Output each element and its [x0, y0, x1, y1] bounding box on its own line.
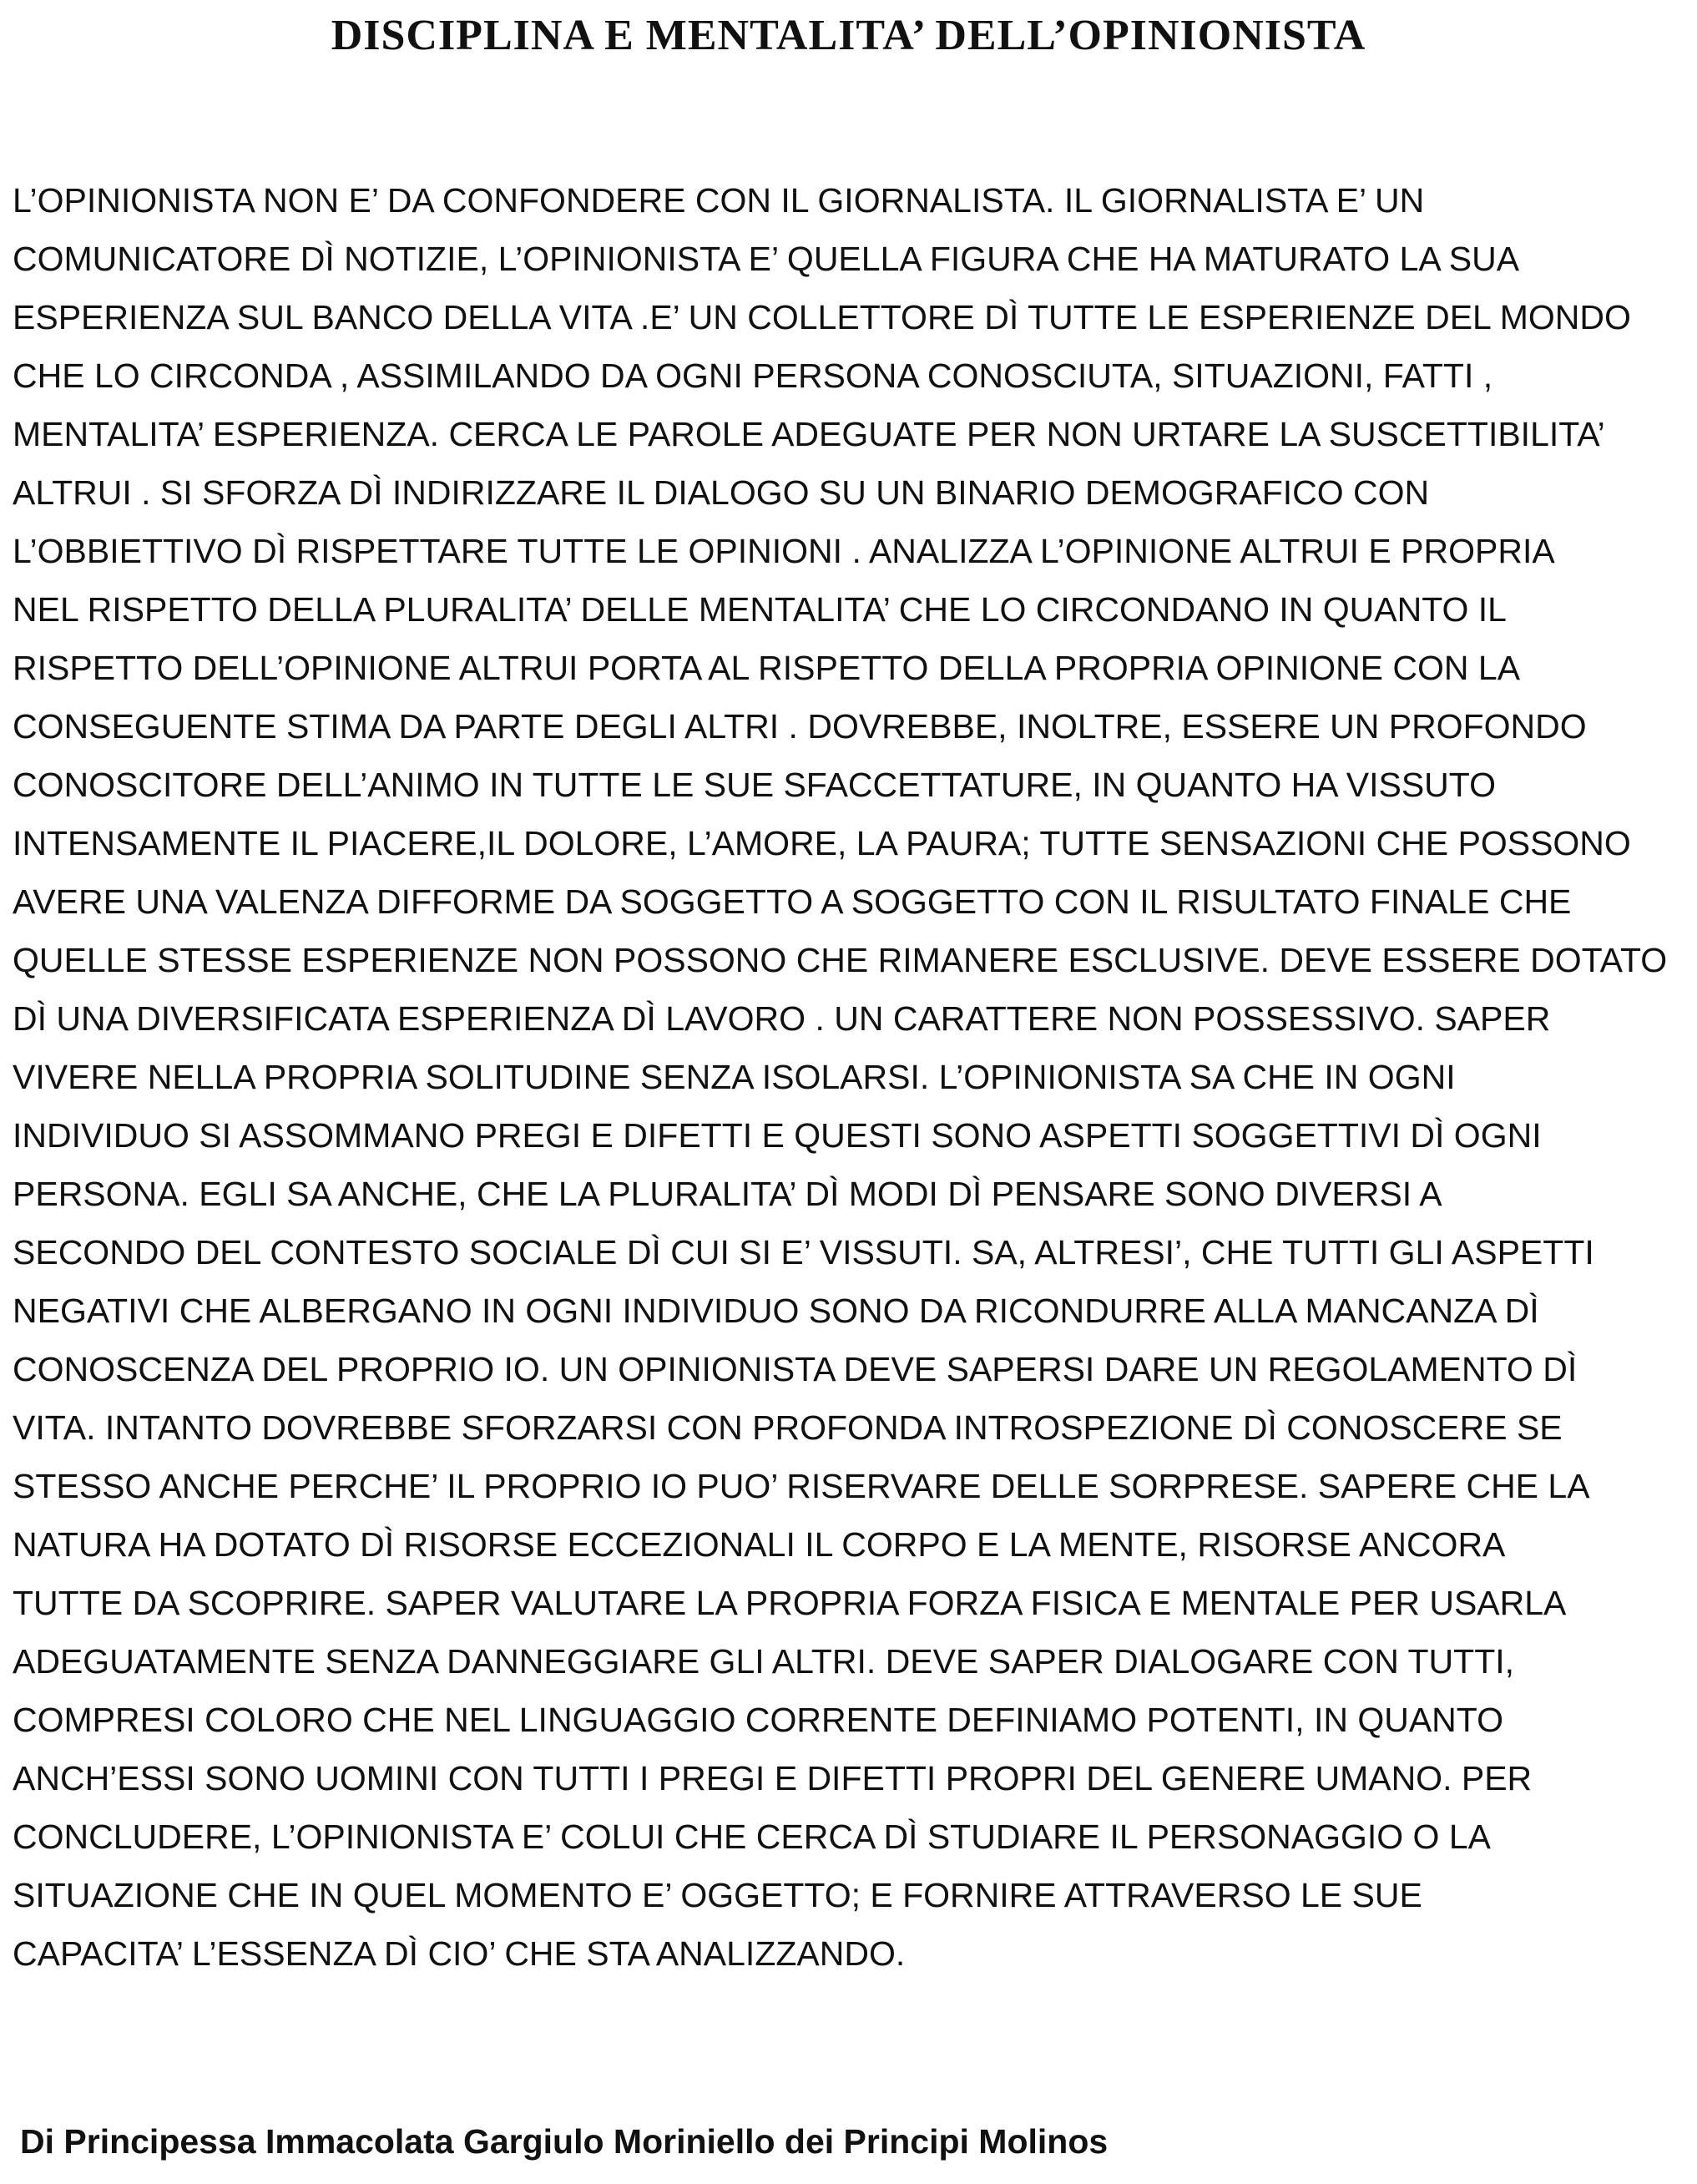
body-text-line: CONOSCENZA DEL PROPRIO IO. UN OPINIONISTA DEVE SAPERSI DARE UN REGOLAMENTO DÌ [13, 1350, 1578, 1388]
body-text-line: NATURA HA DOTATO DÌ RISORSE ECCEZIONALI IL CORPO E LA MENTE, RISORSE ANCORA [13, 1525, 1506, 1564]
body-text-line: QUELLE STESSE ESPERIENZE NON POSSONO CHE RIMANERE ESCLUSIVE. DEVE ESSERE DOTATO [13, 941, 1668, 979]
body-text-line: RISPETTO DELL’OPINIONE ALTRUI PORTA AL RISPETTO DELLA PROPRIA OPINIONE CON LA [13, 649, 1521, 687]
body-text-line: DÌ UNA DIVERSIFICATA ESPERIENZA DÌ LAVORO . UN CARATTERE NON POSSESSIVO. SAPER [13, 999, 1551, 1038]
body-text-line: INDIVIDUO SI ASSOMMANO PREGI E DIFETTI E QUESTI SONO ASPETTI SOGGETTIVI DÌ OGNI [13, 1116, 1542, 1155]
document-body [13, 171, 1690, 1983]
body-text-line: CONOSCITORE DELL’ANIMO IN TUTTE LE SUE SFACCETTATURE, IN QUANTO HA VISSUTO [13, 766, 1496, 804]
body-text-line: L’OBBIETTIVO DÌ RISPETTARE TUTTE LE OPINIONI . ANALIZZA L’OPINIONE ALTRUI E PROPRIA [13, 532, 1555, 570]
author-signature: Di Principessa Immacolata Gargiulo Moriniello dei Principi Molinos [20, 2122, 1109, 2161]
body-text-line: ADEGUATAMENTE SENZA DANNEGGIARE GLI ALTRI. DEVE SAPER DIALOGARE CON TUTTI, [13, 1642, 1515, 1681]
body-text-line: VITA. INTANTO DOVREBBE SFORZARSI CON PROFONDA INTROSPEZIONE DÌ CONOSCERE SE [13, 1408, 1563, 1447]
body-text-line: STESSO ANCHE PERCHE’ IL PROPRIO IO PUO’ RISERVARE DELLE SORPRESE. SAPERE CHE LA [13, 1467, 1590, 1505]
body-text-line: NEL RISPETTO DELLA PLURALITA’ DELLE MENTALITA’ CHE LO CIRCONDANO IN QUANTO IL [13, 590, 1507, 629]
body-text-line: ALTRUI . SI SFORZA DÌ INDIRIZZARE IL DIALOGO SU UN BINARIO DEMOGRAFICO CON [13, 473, 1430, 512]
body-text-line: SECONDO DEL CONTESTO SOCIALE DÌ CUI SI E’ VISSUTI. SA, ALTRESI’, CHE TUTTI GLI ASPETTI [13, 1233, 1594, 1271]
body-text-line: ESPERIENZA SUL BANCO DELLA VITA .E’ UN COLLETTORE DÌ TUTTE LE ESPERIENZE DEL MONDO [13, 298, 1631, 336]
body-text-line: COMUNICATORE DÌ NOTIZIE, L’OPINIONISTA E’ QUELLA FIGURA CHE HA MATURATO LA SUA [13, 240, 1520, 278]
document-title: DISCIPLINA E MENTALITA’ DELL’OPINIONISTA [331, 12, 1366, 59]
body-text-line: CHE LO CIRCONDA , ASSIMILANDO DA OGNI PERSONA CONOSCIUTA, SITUAZIONI, FATTI , [13, 356, 1493, 395]
body-text-line: AVERE UNA VALENZA DIFFORME DA SOGGETTO A SOGGETTO CON IL RISULTATO FINALE CHE [13, 882, 1572, 921]
body-text-line: SITUAZIONE CHE IN QUEL MOMENTO E’ OGGETTO; E FORNIRE ATTRAVERSO LE SUE [13, 1876, 1422, 1914]
body-text-line: PERSONA. EGLI SA ANCHE, CHE LA PLURALITA’ DÌ MODI DÌ PENSARE SONO DIVERSI A [13, 1175, 1442, 1213]
body-text-line: CONCLUDERE, L’OPINIONISTA E’ COLUI CHE CERCA DÌ STUDIARE IL PERSONAGGIO O LA [13, 1817, 1491, 1856]
body-text-line: MENTALITA’ ESPERIENZA. CERCA LE PAROLE ADEGUATE PER NON URTARE LA SUSCETTIBILITA’ [13, 415, 1605, 453]
body-text-line: TUTTE DA SCOPRIRE. SAPER VALUTARE LA PROPRIA FORZA FISICA E MENTALE PER USARLA [13, 1584, 1567, 1622]
body-text-line: VIVERE NELLA PROPRIA SOLITUDINE SENZA ISOLARSI. L’OPINIONISTA SA CHE IN OGNI [13, 1058, 1456, 1096]
body-text-line: INTENSAMENTE IL PIACERE,IL DOLORE, L’AMORE, LA PAURA; TUTTE SENSAZIONI CHE POSSONO [13, 824, 1631, 862]
body-text-line: ANCH’ESSI SONO UOMINI CON TUTTI I PREGI E DIFETTI PROPRI DEL GENERE UMANO. PER [13, 1759, 1533, 1797]
body-text-line: COMPRESI COLORO CHE NEL LINGUAGGIO CORRENTE DEFINIAMO POTENTI, IN QUANTO [13, 1701, 1503, 1739]
body-text-line: NEGATIVI CHE ALBERGANO IN OGNI INDIVIDUO SONO DA RICONDURRE ALLA MANCANZA DÌ [13, 1292, 1539, 1330]
body-text-line: L’OPINIONISTA NON E’ DA CONFONDERE CON IL GIORNALISTA. IL GIORNALISTA E’ UN [13, 181, 1425, 220]
body-text-line: CAPACITA’ L’ESSENZA DÌ CIO’ CHE STA ANALIZZANDO. [13, 1934, 906, 1973]
body-text-line: CONSEGUENTE STIMA DA PARTE DEGLI ALTRI . DOVREBBE, INOLTRE, ESSERE UN PROFONDO [13, 707, 1587, 746]
